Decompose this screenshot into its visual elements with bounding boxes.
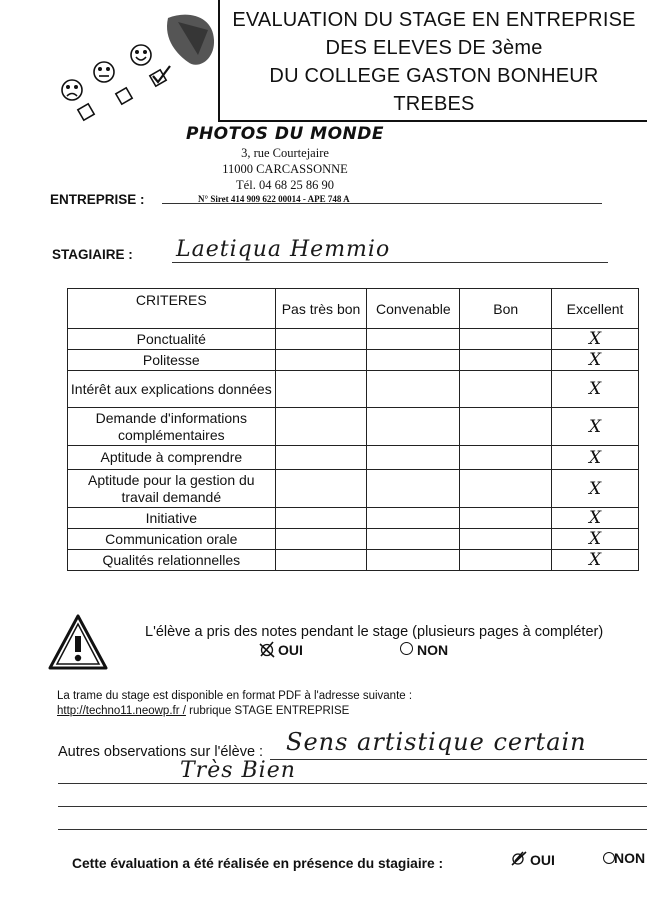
title-line-2: DES ELEVES DE 3ème — [325, 37, 543, 59]
notes-oui-checkbox[interactable] — [258, 640, 276, 658]
criterion-cell: Qualités relationnelles — [68, 550, 276, 571]
table-row — [68, 371, 639, 408]
company-name: PHOTOS DU MONDE — [186, 124, 385, 144]
stagiaire-name: Laetiqua Hemmio — [176, 237, 391, 262]
observation-rule-3 — [58, 806, 647, 807]
header-convenable: Convenable — [367, 289, 460, 329]
evaluation-logo — [38, 10, 216, 128]
pdf-info-url-line — [57, 705, 349, 717]
criterion-cell: Intérêt aux explications données — [68, 371, 276, 408]
footer-non-label: NON — [614, 850, 646, 866]
entreprise-label: ENTREPRISE : — [50, 192, 145, 207]
criterion-cell: Communication orale — [68, 529, 276, 550]
title-box — [218, 0, 647, 122]
footer-oui-checkbox[interactable] — [510, 849, 528, 867]
excellent-mark: X — [552, 529, 639, 550]
notes-non-label: NON — [417, 642, 449, 658]
title-line-4: TREBES — [393, 93, 475, 115]
criterion-cell: Aptitude pour la gestion du travail demandé — [68, 470, 276, 508]
title-line-3: DU COLLEGE GASTON BONHEUR — [269, 65, 599, 87]
criterion-cell: Initiative — [68, 508, 276, 529]
table-row — [68, 508, 639, 529]
checked-circle-icon — [510, 849, 528, 867]
excellent-mark: X — [552, 371, 639, 408]
header-pas-tres-bon: Pas très bon — [275, 289, 367, 329]
smiley-checkbox-icon — [38, 10, 216, 128]
criterion-cell: Ponctualité — [68, 329, 276, 350]
checked-circle-icon — [258, 640, 276, 658]
criterion-cell: Aptitude à comprendre — [68, 446, 276, 470]
table-header-row — [68, 289, 639, 329]
table-row — [68, 446, 639, 470]
table-row — [68, 329, 639, 350]
warning-icon — [46, 612, 110, 674]
notes-non-radio[interactable] — [400, 642, 413, 655]
table-row — [68, 408, 639, 446]
pdf-rubrique: rubrique STAGE ENTREPRISE — [185, 705, 350, 717]
company-city: 11000 CARCASSONNE — [222, 162, 348, 176]
company-address: 3, rue Courtejaire — [241, 146, 329, 160]
criterion-cell: Demande d'informations complémentaires — [68, 408, 276, 446]
footer-statement: Cette évaluation a été réalisée en présence du stagiaire : — [72, 856, 444, 871]
excellent-mark: X — [552, 550, 639, 571]
excellent-mark: X — [552, 329, 639, 350]
notes-question: L'élève a pris des notes pendant le stage (plusieurs pages à compléter) — [145, 624, 604, 640]
observation-rule-1 — [270, 759, 647, 760]
excellent-mark: X — [552, 408, 639, 446]
excellent-mark: X — [552, 470, 639, 508]
table-row — [68, 470, 639, 508]
title-line-1: EVALUATION DU STAGE EN ENTREPRISE — [232, 9, 636, 31]
table-row — [68, 350, 639, 371]
entreprise-line — [162, 203, 602, 204]
notes-oui-label: OUI — [278, 642, 303, 658]
observations-label: Autres observations sur l'élève : — [58, 744, 264, 760]
observation-rule-4 — [58, 829, 647, 830]
header-excellent: Excellent — [552, 289, 639, 329]
excellent-mark: X — [552, 350, 639, 371]
observations-line-2: Très Bien — [180, 758, 296, 783]
footer-oui-label: OUI — [530, 852, 555, 868]
stagiaire-line — [172, 262, 608, 263]
excellent-mark: X — [552, 446, 639, 470]
evaluation-table — [67, 288, 639, 571]
company-phone: Tél. 04 68 25 86 90 — [236, 178, 334, 192]
header-criteres: CRITERES — [68, 289, 276, 329]
pdf-info-line: La trame du stage est disponible en format PDF à l'adresse suivante : — [57, 690, 413, 702]
stagiaire-label: STAGIAIRE : — [52, 247, 133, 262]
table-row — [68, 550, 639, 571]
observation-rule-2 — [58, 783, 647, 784]
header-bon: Bon — [460, 289, 552, 329]
observations-line-1: Sens artistique certain — [286, 728, 587, 756]
table-row — [68, 529, 639, 550]
pdf-url-link[interactable]: http://techno11.neowp.fr / — [57, 705, 186, 717]
excellent-mark: X — [552, 508, 639, 529]
company-siret: N° Siret 414 909 622 00014 - APE 748 A — [198, 194, 350, 204]
criterion-cell: Politesse — [68, 350, 276, 371]
